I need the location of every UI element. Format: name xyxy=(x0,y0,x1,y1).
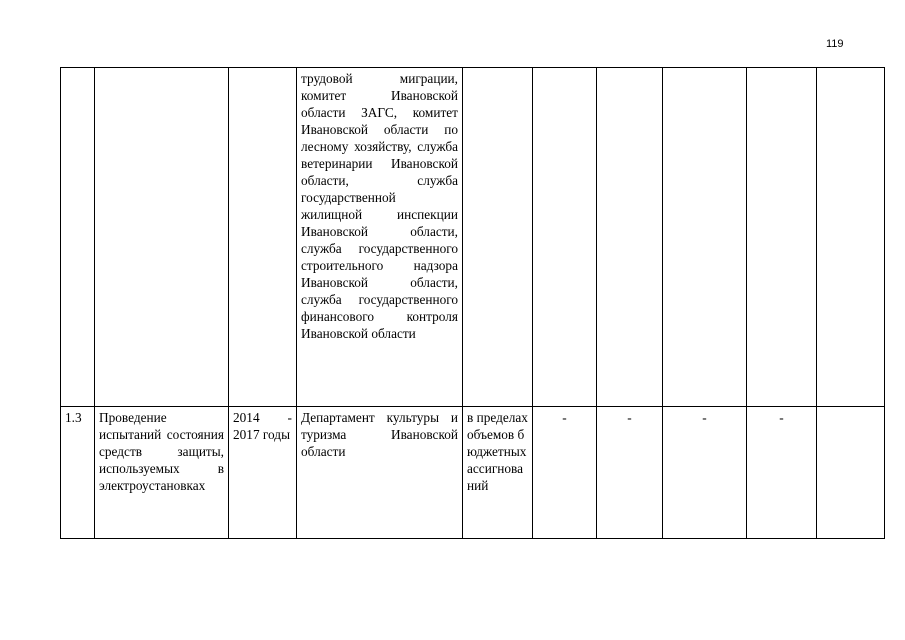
cell-value xyxy=(663,68,747,407)
program-table xyxy=(60,67,885,539)
cell-event xyxy=(95,68,229,407)
cell-value: - xyxy=(663,407,747,539)
table-row xyxy=(61,407,885,539)
cell-value xyxy=(533,68,597,407)
cell-executor: трудовой миграции, комитет Ивановской области ЗАГС, комитет Ивановской области по лесному хозяйству, служба ветеринарии Ивановской области, служба государственной жилищной инспекции Ивановской области, служба государственного строительного надзора Ивановской области, служба государственного финансового контроля Ивановской области xyxy=(297,68,463,407)
cell-value xyxy=(817,407,885,539)
cell-value xyxy=(597,68,663,407)
cell-funding: в пределах объемов бюджетных ассигнований xyxy=(463,407,533,539)
cell-num xyxy=(61,68,95,407)
cell-event: Проведение испытаний состояния средств защиты, используемых в электроустановках xyxy=(95,407,229,539)
cell-value xyxy=(747,68,817,407)
table-row xyxy=(61,68,885,407)
cell-num: 1.3 xyxy=(61,407,95,539)
cell-funding xyxy=(463,68,533,407)
cell-period xyxy=(229,68,297,407)
page-number: 119 xyxy=(826,38,844,50)
cell-value: - xyxy=(597,407,663,539)
cell-executor: Департамент культуры и туризма Ивановской области xyxy=(297,407,463,539)
cell-period: 2014 - 2017 годы xyxy=(229,407,297,539)
cell-value: - xyxy=(533,407,597,539)
cell-value xyxy=(817,68,885,407)
cell-value: - xyxy=(747,407,817,539)
